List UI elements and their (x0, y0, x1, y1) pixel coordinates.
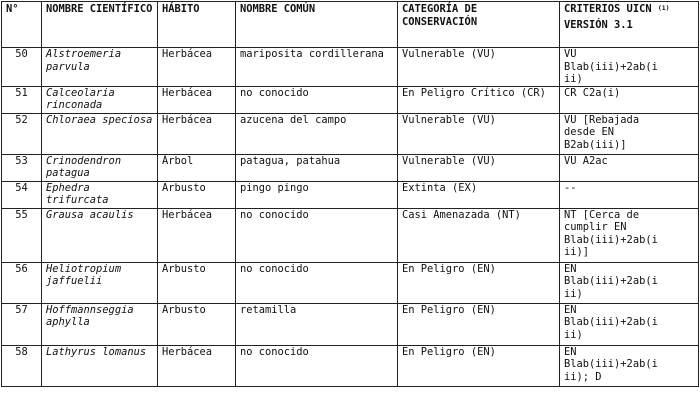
row-criteria: CR C2a(i) (560, 86, 699, 113)
header-habit: HÁBITO (158, 2, 236, 48)
row-num: 52 (2, 113, 42, 154)
header-criteria-label: CRITERIOS UICN (564, 3, 652, 15)
row-category: En Peligro (EN) (398, 262, 560, 303)
table-row (2, 262, 699, 303)
row-category: En Peligro (EN) (398, 345, 560, 386)
header-criteria (560, 2, 699, 48)
row-common: no conocido (236, 86, 398, 113)
row-category: Casi Amenazada (NT) (398, 208, 560, 262)
row-habit: Arbusto (158, 181, 236, 208)
row-common: pingo pingo (236, 181, 398, 208)
header-row (2, 2, 699, 48)
row-num: 51 (2, 86, 42, 113)
row-category: En Peligro (EN) (398, 303, 560, 345)
row-scientific: Grausa acaulis (42, 208, 158, 262)
row-criteria: EN Blab(iii)+2ab(i ii) (560, 303, 699, 345)
row-scientific: Hoffmannseggia aphylla (42, 303, 158, 345)
table-row (2, 208, 699, 262)
row-criteria: EN Blab(iii)+2ab(i ii); D (560, 345, 699, 386)
row-criteria: VU A2ac (560, 154, 699, 181)
table-row (2, 86, 699, 113)
header-criteria-note: (1) (657, 4, 670, 12)
row-common: mariposita cordillerana (236, 48, 398, 87)
row-category: Vulnerable (VU) (398, 113, 560, 154)
table-row (2, 345, 699, 386)
row-scientific: Lathyrus lomanus (42, 345, 158, 386)
table-row (2, 154, 699, 181)
row-num: 54 (2, 181, 42, 208)
row-criteria: -- (560, 181, 699, 208)
row-common: no conocido (236, 262, 398, 303)
header-scientific: NOMBRE CIENTÍFICO (42, 2, 158, 48)
row-num: 53 (2, 154, 42, 181)
table-row (2, 181, 699, 208)
header-common: NOMBRE COMÚN (236, 2, 398, 48)
table-row (2, 303, 699, 345)
header-category: CATEGORÍA DE CONSERVACIÓN (398, 2, 560, 48)
row-num: 56 (2, 262, 42, 303)
row-num: 58 (2, 345, 42, 386)
row-habit: Herbácea (158, 86, 236, 113)
row-common: no conocido (236, 208, 398, 262)
row-habit: Herbácea (158, 345, 236, 386)
row-scientific: Chloraea speciosa (42, 113, 158, 154)
row-scientific: Calceolaria rinconada (42, 86, 158, 113)
row-num: 57 (2, 303, 42, 345)
row-scientific: Ephedra trifurcata (42, 181, 158, 208)
row-category: En Peligro Crítico (CR) (398, 86, 560, 113)
row-habit: Árbol (158, 154, 236, 181)
row-common: patagua, patahua (236, 154, 398, 181)
row-category: Vulnerable (VU) (398, 154, 560, 181)
row-num: 50 (2, 48, 42, 87)
row-habit: Arbusto (158, 303, 236, 345)
row-habit: Arbusto (158, 262, 236, 303)
species-table (1, 1, 699, 387)
row-criteria: EN Blab(iii)+2ab(i ii) (560, 262, 699, 303)
header-num: N° (2, 2, 42, 48)
row-criteria: VU [Rebajada desde EN B2ab(iii)] (560, 113, 699, 154)
row-scientific: Alstroemeria parvula (42, 48, 158, 87)
row-criteria: NT [Cerca de cumplir EN Blab(iii)+2ab(i ii)] (560, 208, 699, 262)
row-scientific: Heliotropium jaffuelii (42, 262, 158, 303)
row-category: Extinta (EX) (398, 181, 560, 208)
row-category: Vulnerable (VU) (398, 48, 560, 87)
row-habit: Herbácea (158, 208, 236, 262)
table-row (2, 48, 699, 87)
row-scientific: Crinodendron patagua (42, 154, 158, 181)
row-criteria: VU Blab(iii)+2ab(i ii) (560, 48, 699, 87)
row-num: 55 (2, 208, 42, 262)
row-habit: Herbácea (158, 113, 236, 154)
table-row (2, 113, 699, 154)
row-habit: Herbácea (158, 48, 236, 87)
row-common: azucena del campo (236, 113, 398, 154)
row-common: retamilla (236, 303, 398, 345)
row-common: no conocido (236, 345, 398, 386)
header-criteria-version: VERSIÓN 3.1 (564, 18, 633, 31)
